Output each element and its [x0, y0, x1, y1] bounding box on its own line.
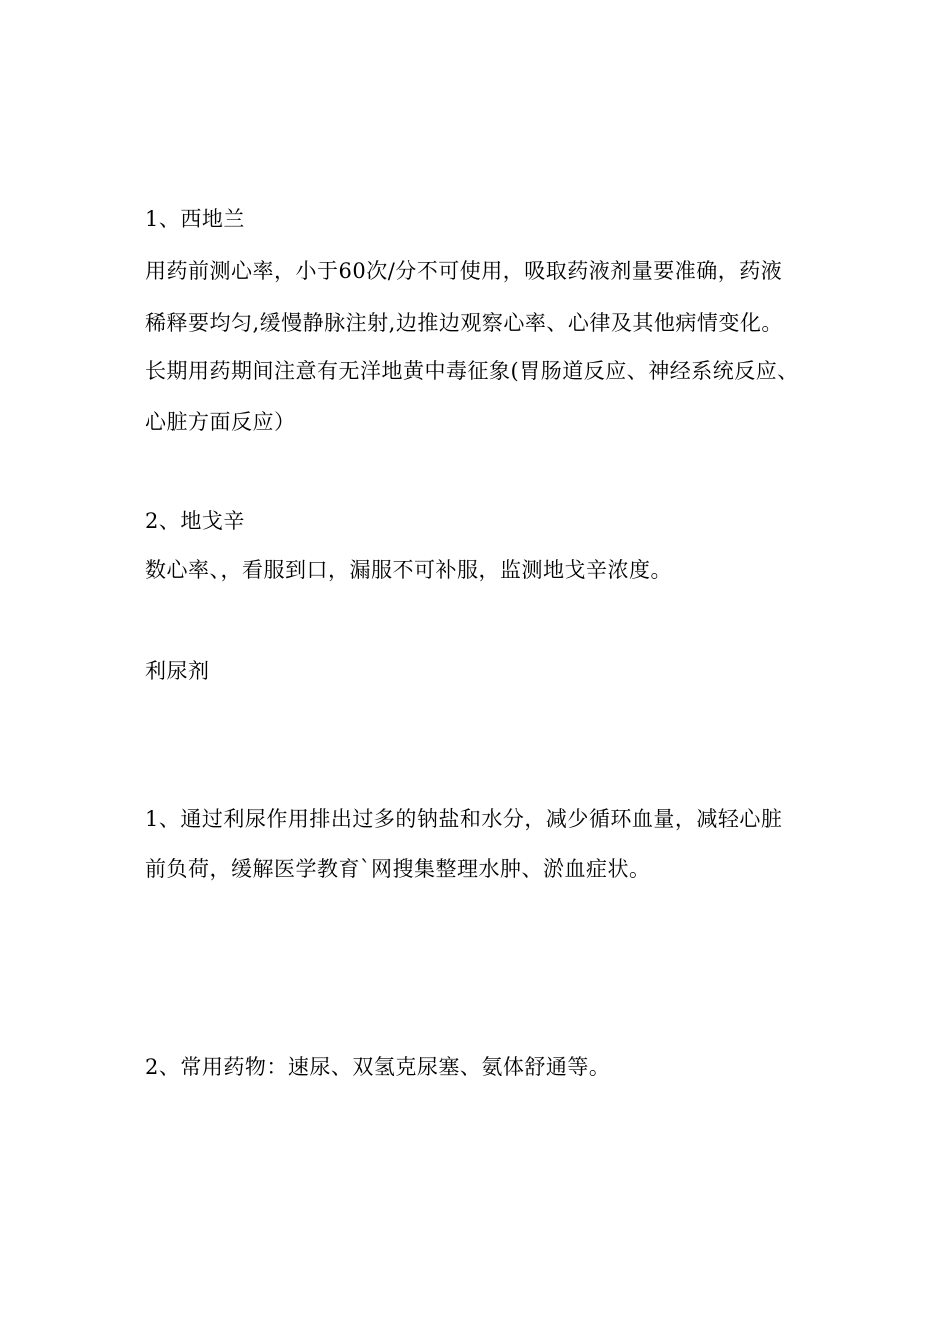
paragraph-line: 用药前测心率，小于60次/分不可使用，吸取药液剂量要准确，药液: [145, 259, 783, 283]
paragraph-line: 前负荷，缓解医学教育`网搜集整理水肿、淤血症状。: [145, 857, 651, 881]
section-heading-xidilan: 1、西地兰: [145, 207, 245, 231]
paragraph-line: 1、通过利尿作用排出过多的钠盐和水分，减少循环血量，减轻心脏: [145, 807, 783, 831]
section-heading-digoxin: 2、地戈辛: [145, 509, 245, 533]
paragraph-line: 数心率、，看服到口，漏服不可补服，监测地戈辛浓度。: [145, 558, 672, 582]
paragraph-line: 稀释要均匀,缓慢静脉注射,边推边观察心率、心律及其他病情变化。: [145, 311, 783, 335]
section-heading-diuretics: 利尿剂: [145, 659, 210, 683]
paragraph-line: 长期用药期间注意有无洋地黄中毒征象(胃肠道反应、神经系统反应、: [145, 359, 799, 383]
paragraph-line: 心脏方面反应）: [145, 410, 296, 434]
paragraph-line: 2、常用药物：速尿、双氢克尿塞、氨体舒通等。: [145, 1055, 611, 1079]
